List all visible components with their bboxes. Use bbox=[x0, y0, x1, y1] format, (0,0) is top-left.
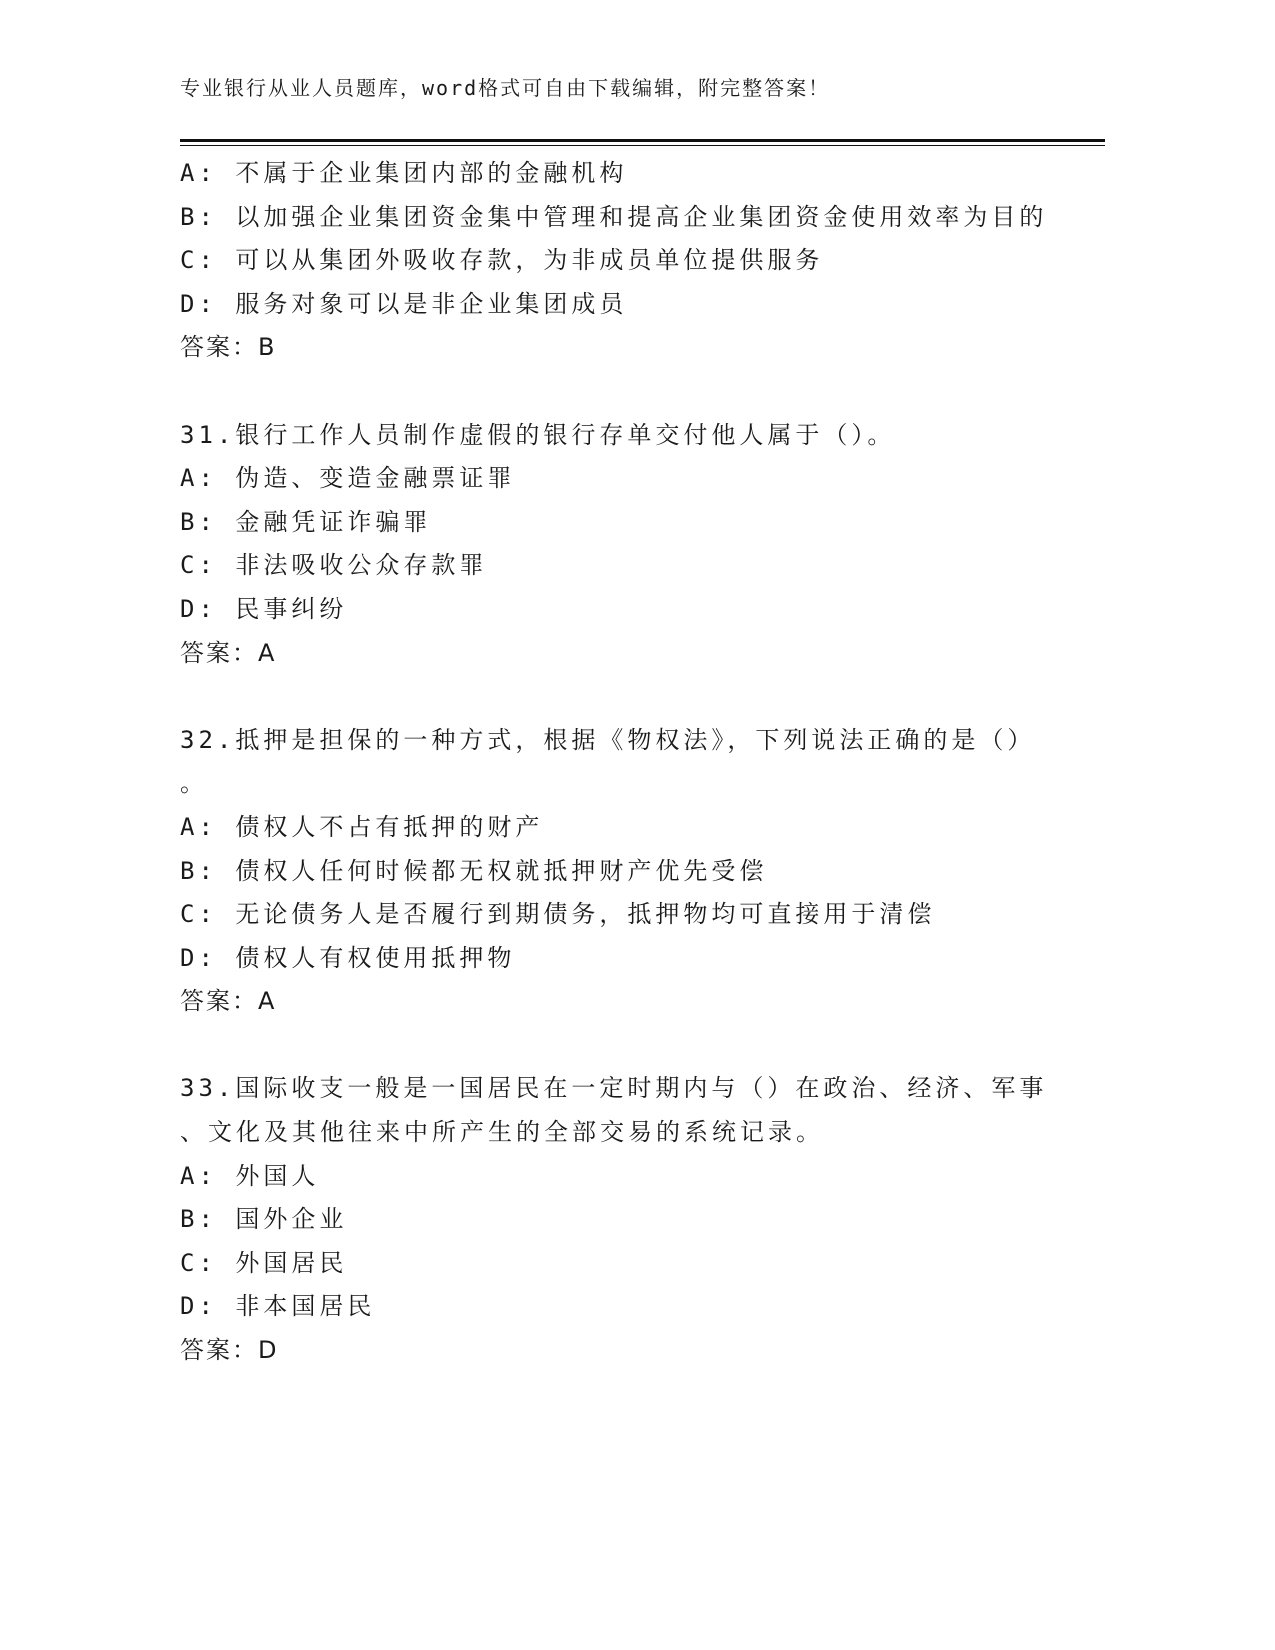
option-d: D: 非本国居民 bbox=[180, 1292, 376, 1321]
block-spacer bbox=[180, 675, 1105, 719]
option-d: D: 服务对象可以是非企业集团成员 bbox=[180, 289, 628, 318]
answer-line: 答案：B bbox=[180, 333, 277, 362]
block-spacer bbox=[180, 1024, 1105, 1068]
option-a: A: 伪造、变造金融票证罪 bbox=[180, 464, 516, 493]
option-a: A: 不属于企业集团内部的金融机构 bbox=[180, 159, 628, 187]
question-stem: 31.银行工作人员制作虚假的银行存单交付他人属于（）。 bbox=[180, 420, 896, 449]
question-stem-continuation: 、文化及其他往来中所产生的全部交易的系统记录。 bbox=[180, 1118, 824, 1147]
answer-line: 答案：A bbox=[180, 987, 277, 1016]
block-spacer bbox=[180, 370, 1105, 414]
option-a: A: 外国人 bbox=[180, 1161, 320, 1190]
header-rule-thick bbox=[180, 139, 1105, 142]
question-block bbox=[180, 414, 1105, 676]
option-b: B: 债权人任何时候都无权就抵押财产优先受偿 bbox=[180, 856, 768, 885]
question-block bbox=[180, 152, 1105, 370]
option-d: D: 民事纠纷 bbox=[180, 594, 348, 623]
option-c: C: 可以从集团外吸收存款，为非成员单位提供服务 bbox=[180, 246, 824, 275]
answer-line: 答案：A bbox=[180, 638, 277, 667]
question-stem: 32.抵押是担保的一种方式，根据《物权法》，下列说法正确的是（） bbox=[180, 725, 1036, 754]
option-b: B: 以加强企业集团资金集中管理和提高企业集团资金使用效率为目的 bbox=[180, 202, 1048, 231]
option-b: B: 国外企业 bbox=[180, 1205, 348, 1234]
header-rule-thin bbox=[180, 145, 1105, 146]
option-d: D: 债权人有权使用抵押物 bbox=[180, 943, 516, 972]
question-stem: 33.国际收支一般是一国居民在一定时期内与（）在政治、经济、军事 bbox=[180, 1074, 1048, 1103]
question-list bbox=[180, 152, 1105, 1373]
option-c: C: 非法吸收公众存款罪 bbox=[180, 551, 488, 580]
answer-line: 答案：D bbox=[180, 1336, 279, 1365]
option-b: B: 金融凭证诈骗罪 bbox=[180, 507, 432, 536]
question-block bbox=[180, 1067, 1105, 1372]
page-header-text: 专业银行从业人员题库，word格式可自由下载编辑，附完整答案！ bbox=[180, 76, 831, 100]
option-a: A: 债权人不占有抵押的财产 bbox=[180, 812, 544, 841]
question-stem-continuation: 。 bbox=[180, 769, 208, 798]
question-block bbox=[180, 719, 1105, 1024]
option-c: C: 外国居民 bbox=[180, 1248, 348, 1277]
option-c: C: 无论债务人是否履行到期债务，抵押物均可直接用于清偿 bbox=[180, 900, 936, 929]
